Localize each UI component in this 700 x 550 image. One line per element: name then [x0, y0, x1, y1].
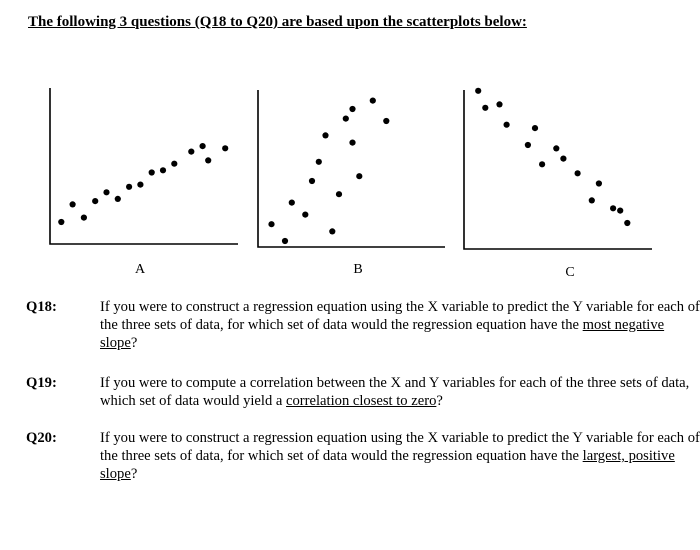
scatterplot-b-label: B: [353, 262, 363, 277]
question-end: ?: [130, 335, 138, 351]
question-q20: [26, 429, 698, 489]
scatter-point-b-13: [370, 98, 376, 104]
scatter-point-a-11: [171, 161, 177, 167]
scatterplot-c-points: [475, 88, 630, 226]
scatter-point-c-4: [504, 122, 510, 128]
question-number: Q19:: [26, 375, 57, 391]
question-number: Q20:: [26, 430, 57, 446]
scatter-point-b-2: [282, 238, 288, 244]
question-end: ?: [436, 393, 443, 409]
scatter-point-a-6: [115, 196, 121, 202]
scatterplot-c-label: C: [565, 265, 575, 280]
question-number: Q18:: [26, 299, 57, 315]
scatter-point-c-7: [539, 161, 545, 167]
question-emphasis: correlation closest to zero: [286, 393, 437, 409]
question-body: If you were to construct a regression equation using the X variable to predict the Y variable for each of the three sets of data, for which set of data would the regression equation have the: [100, 299, 700, 333]
scatter-point-a-9: [149, 169, 155, 175]
question-q18: [26, 298, 698, 358]
scatterplot-b-points: [268, 98, 389, 245]
question-body: If you were to construct a regression equation using the X variable to predict the Y variable for each of the three sets of data, for which set of data would the regression equation have the: [100, 430, 700, 464]
question-body: If you were to compute a correlation between the X and Y variables for each of the three sets of data, which set of data would yield a: [100, 375, 690, 409]
question-end: ?: [130, 466, 138, 482]
question-emphasis: most negative slope: [100, 317, 665, 351]
scatterplot-b-axes: [258, 90, 445, 247]
scatter-point-a-4: [92, 198, 98, 204]
scatterplot-a-points: [58, 143, 228, 225]
question-text: [100, 429, 700, 483]
question-q19: [26, 374, 698, 414]
scatter-point-c-15: [624, 220, 630, 226]
scatterplot-c-axes: [464, 90, 652, 249]
scatter-point-b-10: [343, 116, 349, 122]
scatter-point-a-1: [58, 219, 64, 225]
scatter-point-c-6: [532, 125, 538, 131]
question-text: [100, 374, 700, 410]
scatterplot-b: [258, 90, 445, 277]
scatter-point-c-14: [617, 208, 623, 214]
scatter-point-a-3: [81, 215, 87, 221]
scatter-point-a-15: [222, 145, 228, 151]
scatter-point-b-12: [356, 173, 362, 179]
question-emphasis: largest, positive slope: [100, 448, 675, 482]
scatter-point-b-3: [289, 200, 295, 206]
scatter-point-a-7: [126, 184, 132, 190]
scatter-point-b-1: [268, 221, 274, 227]
scatter-point-a-14: [205, 157, 211, 163]
scatter-point-c-10: [575, 170, 581, 176]
question-text: [100, 298, 700, 352]
scatterplot-c: [464, 88, 652, 280]
scatter-point-c-2: [482, 105, 488, 111]
scatter-point-a-2: [70, 201, 76, 207]
scatter-point-a-8: [137, 182, 143, 188]
scatter-point-c-5: [525, 142, 531, 148]
scatter-point-c-13: [610, 205, 616, 211]
scatter-point-a-10: [160, 167, 166, 173]
scatter-point-b-6: [316, 159, 322, 165]
scatter-point-a-5: [103, 189, 109, 195]
worksheet-heading: The following 3 questions (Q18 to Q20) are based upon the scatterplots below:: [28, 14, 527, 30]
scatter-point-a-13: [200, 143, 206, 149]
scatterplot-a: [50, 88, 238, 277]
scatter-point-a-12: [188, 149, 194, 155]
scatter-point-b-9: [336, 191, 342, 197]
scatter-point-b-15: [349, 106, 355, 112]
scatter-point-c-8: [553, 145, 559, 151]
scatter-point-b-14: [383, 118, 389, 124]
scatter-point-c-12: [596, 180, 602, 186]
scatter-point-c-9: [560, 156, 566, 162]
scatter-point-b-7: [322, 132, 328, 138]
scatter-point-c-11: [589, 197, 595, 203]
scatter-point-c-3: [496, 101, 502, 107]
scatter-point-b-8: [329, 228, 335, 234]
scatter-point-c-1: [475, 88, 481, 94]
scatter-point-b-11: [349, 140, 355, 146]
scatter-point-b-5: [309, 178, 315, 184]
scatterplot-a-label: A: [134, 262, 146, 277]
scatter-point-b-4: [302, 212, 308, 218]
scatterplot-a-axes: [50, 88, 238, 244]
